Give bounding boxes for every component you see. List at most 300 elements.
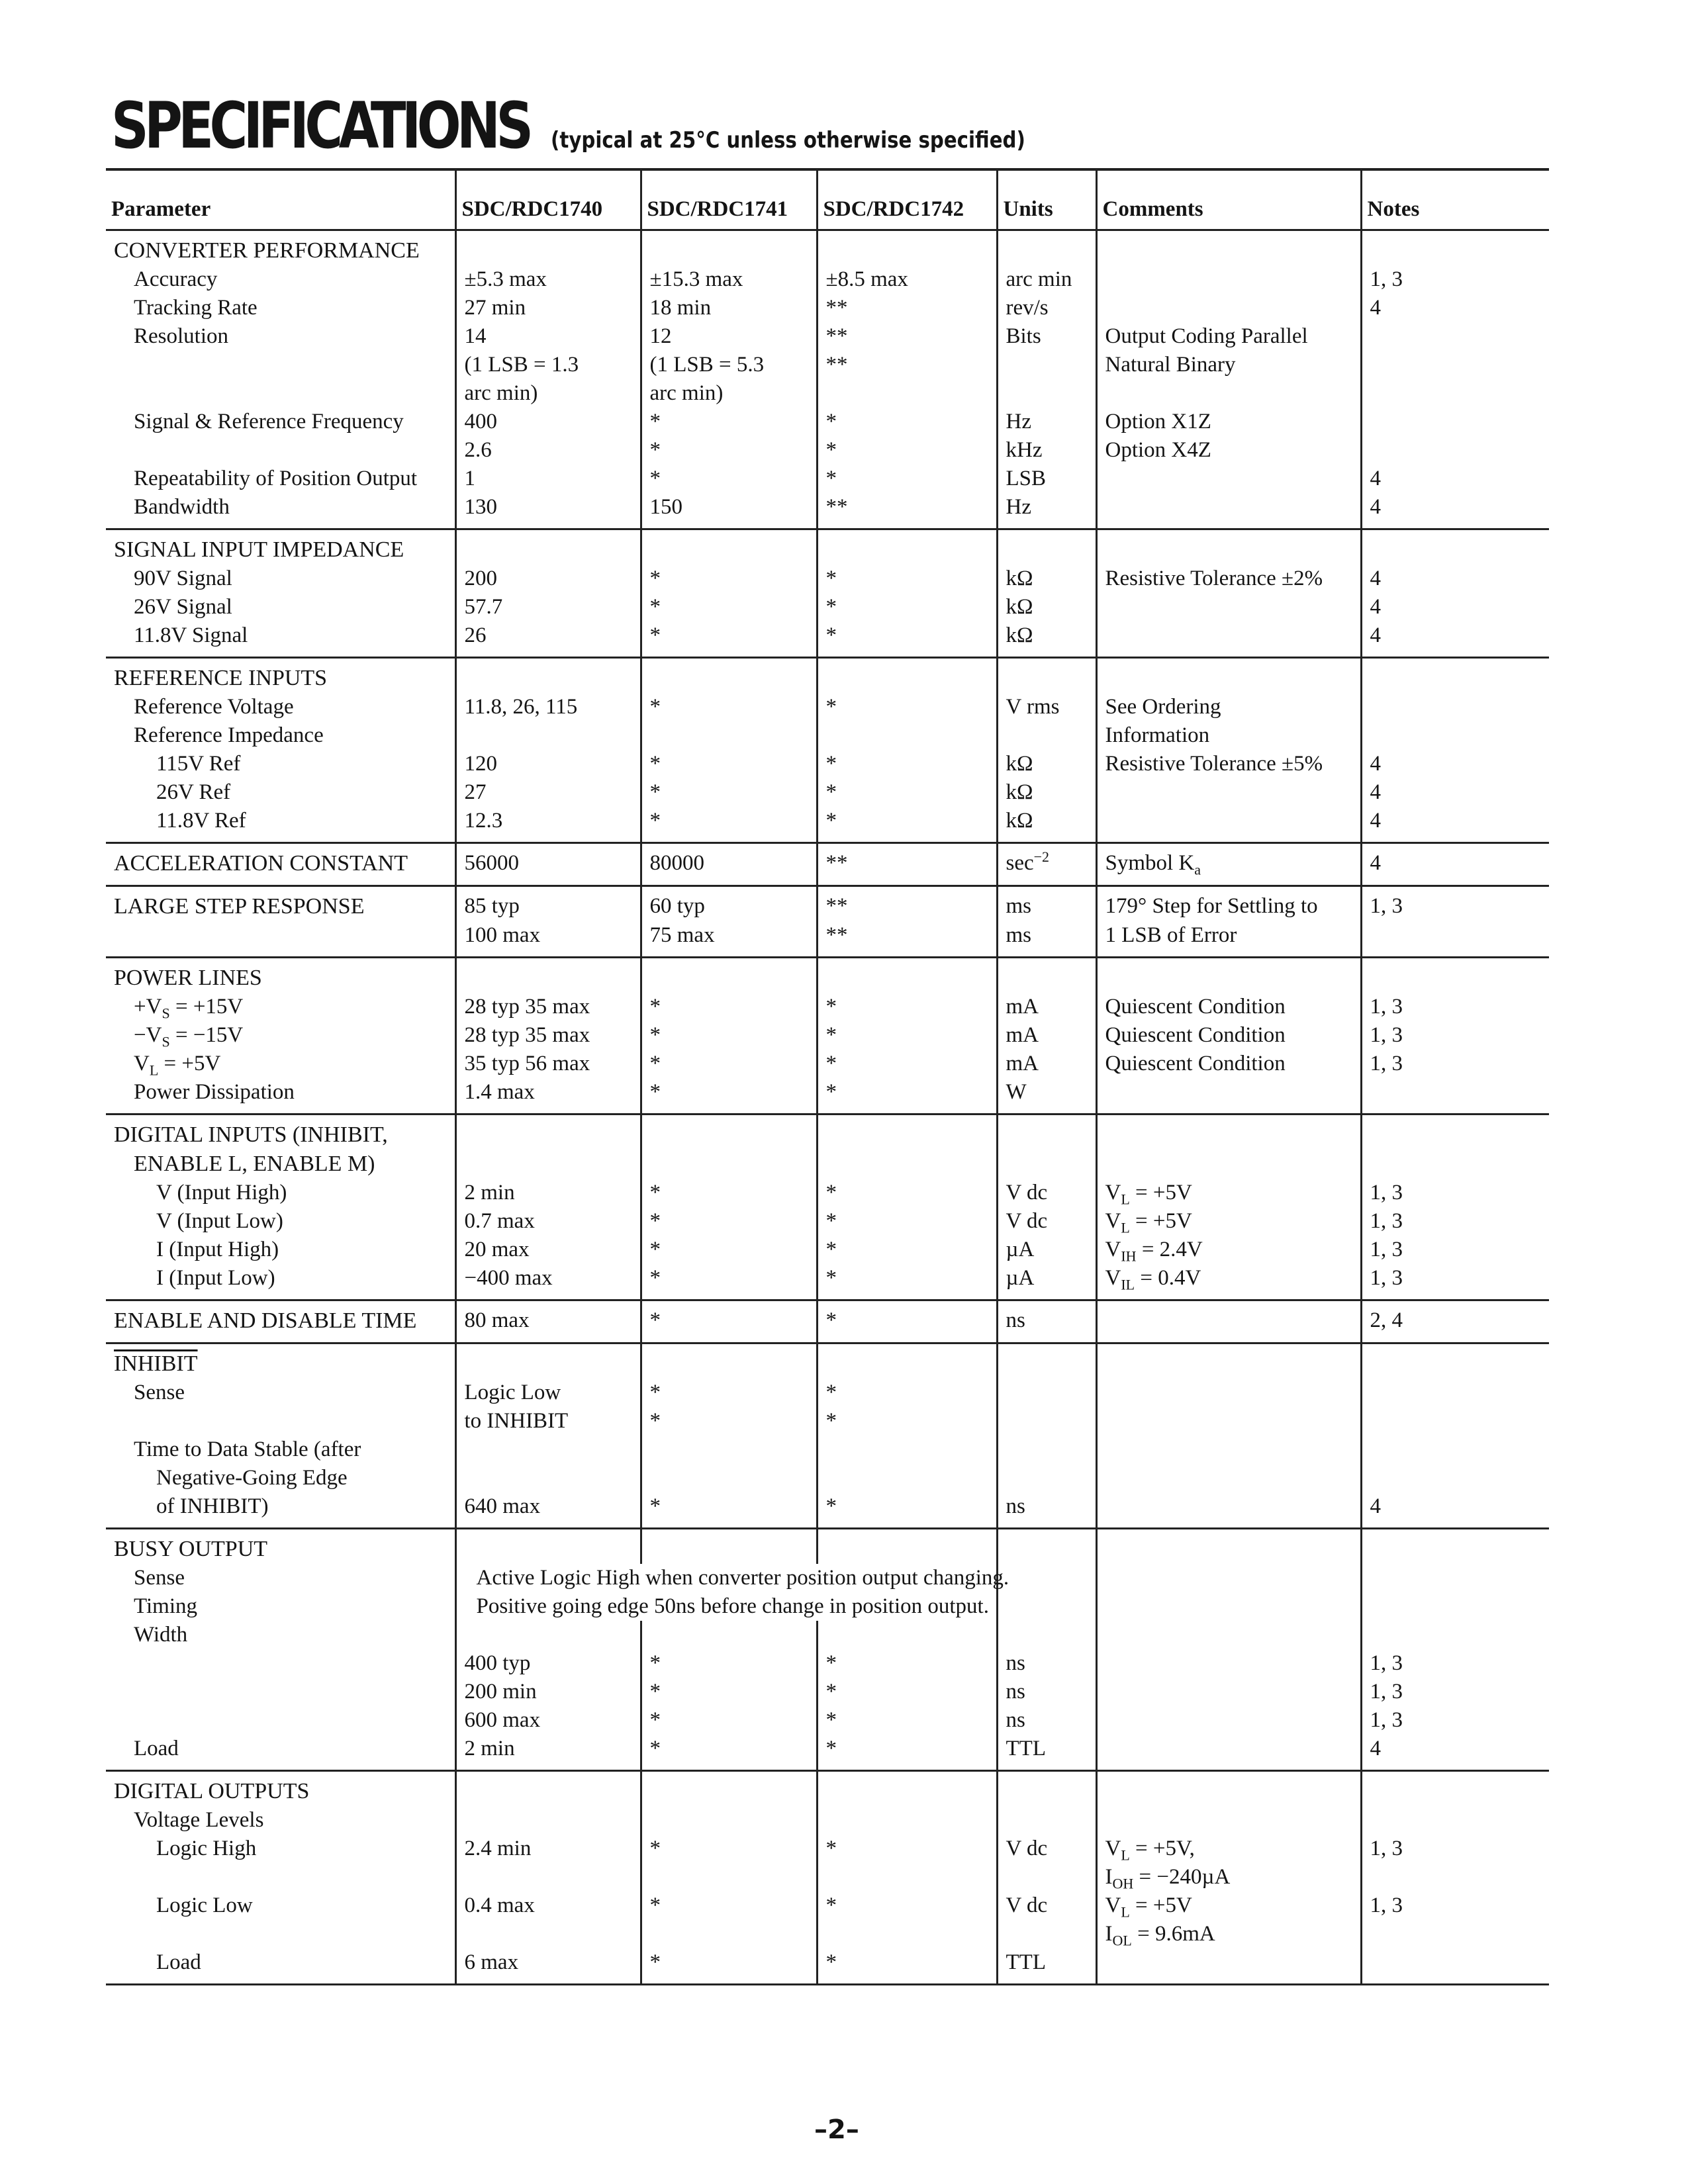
comments-cell — [1096, 1236, 1361, 1264]
parameter-cell — [106, 1492, 455, 1529]
label-text: Logic High — [156, 1837, 257, 1860]
units-cell — [997, 1706, 1096, 1735]
comments-cell — [1096, 1678, 1361, 1706]
value-1741: * — [641, 993, 817, 1021]
parameter-cell — [106, 993, 455, 1021]
value-1740 — [455, 1435, 641, 1464]
empty-cell — [1361, 1529, 1549, 1565]
value-1741: 150 — [641, 493, 817, 529]
comments-cell — [1096, 493, 1361, 529]
spec-row — [106, 1407, 1549, 1435]
spec-row — [106, 565, 1549, 593]
parameter-cell — [106, 750, 455, 778]
empty-cell — [1361, 1343, 1549, 1379]
parameter-cell — [106, 778, 455, 807]
comments-cell — [1096, 1920, 1361, 1948]
value-1740: 0.7 max — [455, 1207, 641, 1236]
units-text: ns — [1006, 1494, 1025, 1518]
value-1741: * — [641, 1379, 817, 1407]
units-cell — [997, 1948, 1096, 1985]
value-1742: * — [817, 1021, 997, 1050]
units-cell — [997, 1407, 1096, 1435]
comments-text: 179° Step for Settling to — [1105, 894, 1318, 918]
section-title: POWER LINES — [114, 966, 262, 990]
parameter-cell — [106, 621, 455, 658]
value-1740: 130 — [455, 493, 641, 529]
value-1742: * — [817, 750, 997, 778]
label-text: V (Input Low) — [156, 1209, 283, 1233]
value-1742: ** — [817, 886, 997, 922]
label-text: Logic Low — [156, 1893, 253, 1917]
comments-text: Information — [1105, 723, 1210, 747]
section-title: ACCELERATION CONSTANT — [114, 851, 408, 876]
notes-cell — [1361, 1078, 1549, 1115]
units-cell — [997, 886, 1096, 922]
value-1740: ±5.3 max — [455, 265, 641, 294]
value-1742: * — [817, 436, 997, 465]
units-cell — [997, 565, 1096, 593]
empty-cell — [641, 1343, 817, 1379]
parameter-cell — [106, 1078, 455, 1115]
comments-cell — [1096, 1948, 1361, 1985]
label-text: of INHIBIT) — [156, 1494, 269, 1518]
spec-row — [106, 1300, 1549, 1343]
comments-text: 1 LSB of Error — [1105, 923, 1237, 947]
value-1742 — [817, 1621, 997, 1649]
busy-note-row — [106, 1564, 1549, 1592]
value-1740: 27 min — [455, 294, 641, 322]
notes-cell — [1361, 436, 1549, 465]
comments-text: Resistive Tolerance ±5% — [1105, 752, 1323, 776]
notes-cell: 1, 3 — [1361, 265, 1549, 294]
notes-cell — [1361, 1863, 1549, 1891]
notes-cell — [1361, 322, 1549, 351]
spec-section — [106, 843, 1549, 886]
units-cell — [997, 1207, 1096, 1236]
units-text: ms — [1006, 894, 1032, 918]
label-text: Repeatability of Position Output — [134, 467, 418, 490]
units-cell — [997, 1379, 1096, 1407]
units-cell — [997, 1236, 1096, 1264]
spec-row — [106, 621, 1549, 658]
units-text: Hz — [1006, 495, 1031, 519]
spec-row — [106, 1379, 1549, 1407]
comments-cell — [1096, 1050, 1361, 1078]
empty-cell — [817, 658, 997, 694]
empty-cell — [455, 658, 641, 694]
spec-row — [106, 807, 1549, 843]
units-cell — [997, 807, 1096, 843]
parameter-cell — [106, 1678, 455, 1706]
notes-cell: 1, 3 — [1361, 1891, 1549, 1920]
value-1741 — [641, 721, 817, 750]
comments-cell — [1096, 593, 1361, 621]
comments-subscript: L — [1121, 1846, 1130, 1864]
spec-row — [106, 1078, 1549, 1115]
spec-row — [106, 721, 1549, 750]
parameter-cell — [106, 1863, 455, 1891]
spec-row — [106, 379, 1549, 408]
comments-text: V — [1105, 1266, 1121, 1290]
spec-row — [106, 1863, 1549, 1891]
comments-cell — [1096, 721, 1361, 750]
notes-cell: 4 — [1361, 778, 1549, 807]
comments-cell — [1096, 1649, 1361, 1678]
comments-cell — [1096, 621, 1361, 658]
empty-cell — [1361, 230, 1549, 266]
empty-cell — [1096, 1529, 1361, 1565]
comments-tail: = −240µA — [1133, 1865, 1231, 1889]
notes-cell — [1361, 721, 1549, 750]
notes-cell: 1, 3 — [1361, 1649, 1549, 1678]
empty-cell — [997, 1529, 1096, 1565]
units-text: V dc — [1006, 1893, 1048, 1917]
comments-text: V — [1105, 1238, 1121, 1261]
parameter-cell — [106, 921, 455, 958]
value-1741: * — [641, 593, 817, 621]
empty-cell — [1096, 1592, 1361, 1621]
value-1741: * — [641, 1948, 817, 1985]
value-1741 — [641, 1920, 817, 1948]
units-cell — [997, 993, 1096, 1021]
units-text: V rms — [1006, 695, 1060, 719]
value-1742: ** — [817, 493, 997, 529]
comments-cell — [1096, 1264, 1361, 1300]
empty-cell — [641, 958, 817, 993]
notes-cell: 1, 3 — [1361, 1021, 1549, 1050]
units-cell — [997, 1678, 1096, 1706]
value-1741: * — [641, 565, 817, 593]
spec-section — [106, 1115, 1549, 1300]
parameter-cell — [106, 1264, 455, 1300]
label-text: Width — [134, 1623, 188, 1647]
spec-row — [106, 886, 1549, 922]
comments-text: V — [1105, 1837, 1121, 1860]
value-1742: * — [817, 1379, 997, 1407]
notes-cell: 1, 3 — [1361, 1706, 1549, 1735]
value-1742: * — [817, 1492, 997, 1529]
notes-cell: 4 — [1361, 565, 1549, 593]
label-text: I (Input High) — [156, 1238, 279, 1261]
parameter-cell — [106, 265, 455, 294]
empty-cell — [455, 1771, 641, 1807]
spec-row — [106, 1706, 1549, 1735]
value-1742: * — [817, 1678, 997, 1706]
comments-text: V — [1105, 1181, 1121, 1205]
units-text: V dc — [1006, 1837, 1048, 1860]
empty-cell — [455, 1529, 641, 1565]
empty-cell — [1361, 1592, 1549, 1621]
value-1741: * — [641, 1179, 817, 1207]
units-cell — [997, 778, 1096, 807]
comments-subscript: L — [1121, 1219, 1130, 1236]
spec-row — [106, 1492, 1549, 1529]
empty-cell — [817, 230, 997, 266]
label-tail: = +15V — [169, 995, 244, 1019]
value-1742 — [817, 1863, 997, 1891]
spec-row — [106, 265, 1549, 294]
parameter-cell — [106, 1592, 455, 1621]
empty-cell — [817, 958, 997, 993]
empty-cell — [997, 230, 1096, 266]
spec-row — [106, 1678, 1549, 1706]
value-1742 — [817, 1464, 997, 1492]
comments-cell — [1096, 778, 1361, 807]
value-1742: * — [817, 807, 997, 843]
comments-text: See Ordering — [1105, 695, 1221, 719]
empty-cell — [641, 658, 817, 694]
section-title: DIGITAL INPUTS (INHIBIT, — [114, 1122, 388, 1147]
notes-cell: 1, 3 — [1361, 1835, 1549, 1863]
units-cell — [997, 621, 1096, 658]
comments-cell — [1096, 921, 1361, 958]
parameter-cell — [106, 436, 455, 465]
spec-section — [106, 1343, 1549, 1529]
units-text: kΩ — [1006, 567, 1033, 590]
spec-row — [106, 1021, 1549, 1050]
value-1741: * — [641, 1649, 817, 1678]
comments-cell — [1096, 1464, 1361, 1492]
units-cell — [997, 1264, 1096, 1300]
column-header: SDC/RDC1742 — [817, 169, 997, 230]
column-header: SDC/RDC1740 — [455, 169, 641, 230]
empty-cell — [1361, 1564, 1549, 1592]
label-text: Reference Impedance — [134, 723, 324, 747]
spec-row — [106, 465, 1549, 493]
parameter-cell — [106, 1735, 455, 1771]
parameter-cell — [106, 1529, 455, 1565]
label-tail: = −15V — [169, 1023, 244, 1047]
empty-cell — [641, 529, 817, 565]
label-text: 90V Signal — [134, 567, 232, 590]
units-text: TTL — [1006, 1950, 1046, 1974]
empty-cell — [997, 658, 1096, 694]
parameter-cell — [106, 294, 455, 322]
empty-cell — [997, 1115, 1096, 1179]
units-text: kΩ — [1006, 595, 1033, 619]
parameter-cell — [106, 1771, 455, 1807]
label-tail: = +5V — [158, 1052, 221, 1075]
comments-tail: = 9.6mA — [1131, 1922, 1215, 1946]
comments-cell — [1096, 1379, 1361, 1407]
notes-cell: 1, 3 — [1361, 1264, 1549, 1300]
value-1740 — [455, 1806, 641, 1835]
parameter-cell — [106, 1806, 455, 1835]
value-1740: (1 LSB = 1.3 — [455, 351, 641, 379]
comments-text: I — [1105, 1865, 1113, 1889]
value-1742 — [817, 1920, 997, 1948]
value-1741: * — [641, 621, 817, 658]
value-1741: * — [641, 1678, 817, 1706]
empty-cell — [817, 1771, 997, 1807]
value-1741: * — [641, 693, 817, 721]
empty-cell — [1096, 1564, 1361, 1592]
comments-cell — [1096, 408, 1361, 436]
spec-section — [106, 230, 1549, 529]
value-1740: 2 min — [455, 1179, 641, 1207]
units-cell — [997, 1300, 1096, 1343]
parameter-cell — [106, 1379, 455, 1407]
busy-note: Active Logic High when converter position output changing. — [455, 1564, 997, 1592]
comments-subscript: OL — [1112, 1932, 1132, 1949]
notes-cell — [1361, 1435, 1549, 1464]
empty-cell — [641, 1529, 817, 1565]
units-text: kΩ — [1006, 752, 1033, 776]
empty-cell — [1096, 958, 1361, 993]
parameter-cell — [106, 1435, 455, 1464]
value-1741: * — [641, 1021, 817, 1050]
value-1742 — [817, 721, 997, 750]
notes-cell — [1361, 1407, 1549, 1435]
comments-tail: = 0.4V — [1135, 1266, 1201, 1290]
label-text: 115V Ref — [156, 752, 241, 776]
value-1742: ** — [817, 843, 997, 886]
comments-cell — [1096, 294, 1361, 322]
empty-cell — [817, 1343, 997, 1379]
comments-text: Symbol K — [1105, 851, 1195, 875]
spec-row — [106, 593, 1549, 621]
comments-cell — [1096, 1835, 1361, 1863]
value-1742: ** — [817, 921, 997, 958]
empty-cell — [1361, 1115, 1549, 1179]
value-1742: * — [817, 778, 997, 807]
parameter-cell — [106, 230, 455, 266]
units-text: TTL — [1006, 1737, 1046, 1760]
units-text: ms — [1006, 923, 1032, 947]
empty-cell — [1096, 529, 1361, 565]
parameter-cell — [106, 465, 455, 493]
parameter-cell — [106, 958, 455, 993]
section-title: CONVERTER PERFORMANCE — [114, 238, 420, 263]
value-1740: 35 typ 56 max — [455, 1050, 641, 1078]
value-1741: * — [641, 1706, 817, 1735]
value-1740: arc min) — [455, 379, 641, 408]
parameter-cell — [106, 1050, 455, 1078]
units-text: arc min — [1006, 267, 1072, 291]
units-cell — [997, 379, 1096, 408]
spec-row — [106, 1920, 1549, 1948]
spec-row — [106, 1621, 1549, 1649]
notes-cell — [1361, 1920, 1549, 1948]
parameter-cell — [106, 493, 455, 529]
comments-cell — [1096, 351, 1361, 379]
value-1740: 1 — [455, 465, 641, 493]
units-text: kΩ — [1006, 809, 1033, 833]
spec-section — [106, 658, 1549, 843]
spec-section — [106, 1771, 1549, 1985]
value-1741: (1 LSB = 5.3 — [641, 351, 817, 379]
comments-cell — [1096, 436, 1361, 465]
label-text: Load — [134, 1737, 179, 1760]
value-1742: * — [817, 621, 997, 658]
units-text: mA — [1006, 1052, 1039, 1075]
column-header: Comments — [1096, 169, 1361, 230]
empty-cell — [997, 958, 1096, 993]
comments-text: Output Coding Parallel — [1105, 324, 1308, 348]
parameter-cell — [106, 1236, 455, 1264]
units-superscript: −2 — [1033, 848, 1050, 865]
value-1742: * — [817, 1649, 997, 1678]
comments-cell — [1096, 1435, 1361, 1464]
comments-cell — [1096, 379, 1361, 408]
notes-cell — [1361, 693, 1549, 721]
section-title-row — [106, 1115, 1549, 1179]
value-1741: 60 typ — [641, 886, 817, 922]
units-text: ns — [1006, 1308, 1025, 1332]
comments-cell — [1096, 1621, 1361, 1649]
notes-cell: 2, 4 — [1361, 1300, 1549, 1343]
units-text: sec — [1006, 851, 1034, 875]
comments-tail: = +5V — [1129, 1181, 1192, 1205]
empty-cell — [817, 529, 997, 565]
value-1742: * — [817, 1706, 997, 1735]
notes-cell: 1, 3 — [1361, 1207, 1549, 1236]
value-1742 — [817, 379, 997, 408]
comments-subscript: a — [1194, 861, 1201, 878]
units-cell — [997, 593, 1096, 621]
value-1742: * — [817, 1179, 997, 1207]
section-title-row — [106, 230, 1549, 266]
notes-cell — [1361, 351, 1549, 379]
spec-row — [106, 843, 1549, 886]
column-header: SDC/RDC1741 — [641, 169, 817, 230]
comments-tail: = +5V — [1129, 1209, 1192, 1233]
parameter-label: Sense — [134, 1566, 185, 1590]
notes-cell: 1, 3 — [1361, 1179, 1549, 1207]
notes-cell: 4 — [1361, 807, 1549, 843]
heading-subtitle: (typical at 25°C unless otherwise specified) — [551, 127, 1025, 154]
label-text: +V — [134, 995, 162, 1019]
label-text: Signal & Reference Frequency — [134, 410, 404, 433]
label-text: −V — [134, 1023, 162, 1047]
spec-row — [106, 493, 1549, 529]
label-text: 26V Signal — [134, 595, 232, 619]
value-1740: 27 — [455, 778, 641, 807]
value-1742: * — [817, 1078, 997, 1115]
units-text: V dc — [1006, 1209, 1048, 1233]
units-cell — [997, 465, 1096, 493]
value-1742: ±8.5 max — [817, 265, 997, 294]
comments-text: Quiescent Condition — [1105, 1052, 1286, 1075]
value-1741: * — [641, 1835, 817, 1863]
comments-tail: = 2.4V — [1136, 1238, 1203, 1261]
value-1741 — [641, 1863, 817, 1891]
column-header: Units — [997, 169, 1096, 230]
empty-cell — [997, 1771, 1096, 1807]
value-1740: 14 — [455, 322, 641, 351]
spec-row — [106, 1735, 1549, 1771]
units-text: LSB — [1006, 467, 1047, 490]
value-1741: * — [641, 807, 817, 843]
comments-text: Quiescent Condition — [1105, 1023, 1286, 1047]
empty-cell — [1096, 1771, 1361, 1807]
section-title: INHIBIT — [114, 1351, 198, 1376]
empty-cell — [997, 1592, 1096, 1621]
label-text: 11.8V Ref — [156, 809, 246, 833]
value-1742 — [817, 1435, 997, 1464]
units-cell — [997, 1891, 1096, 1920]
section-title: BUSY OUTPUT — [114, 1537, 268, 1561]
value-1742: * — [817, 1264, 997, 1300]
value-1740: 600 max — [455, 1706, 641, 1735]
comments-text: V — [1105, 1209, 1121, 1233]
units-text: Hz — [1006, 410, 1031, 433]
parameter-cell — [106, 1706, 455, 1735]
value-1740: 28 typ 35 max — [455, 1021, 641, 1050]
heading-title: SPECIFICATIONS — [111, 89, 530, 163]
units-text: mA — [1006, 995, 1039, 1019]
units-cell — [997, 322, 1096, 351]
